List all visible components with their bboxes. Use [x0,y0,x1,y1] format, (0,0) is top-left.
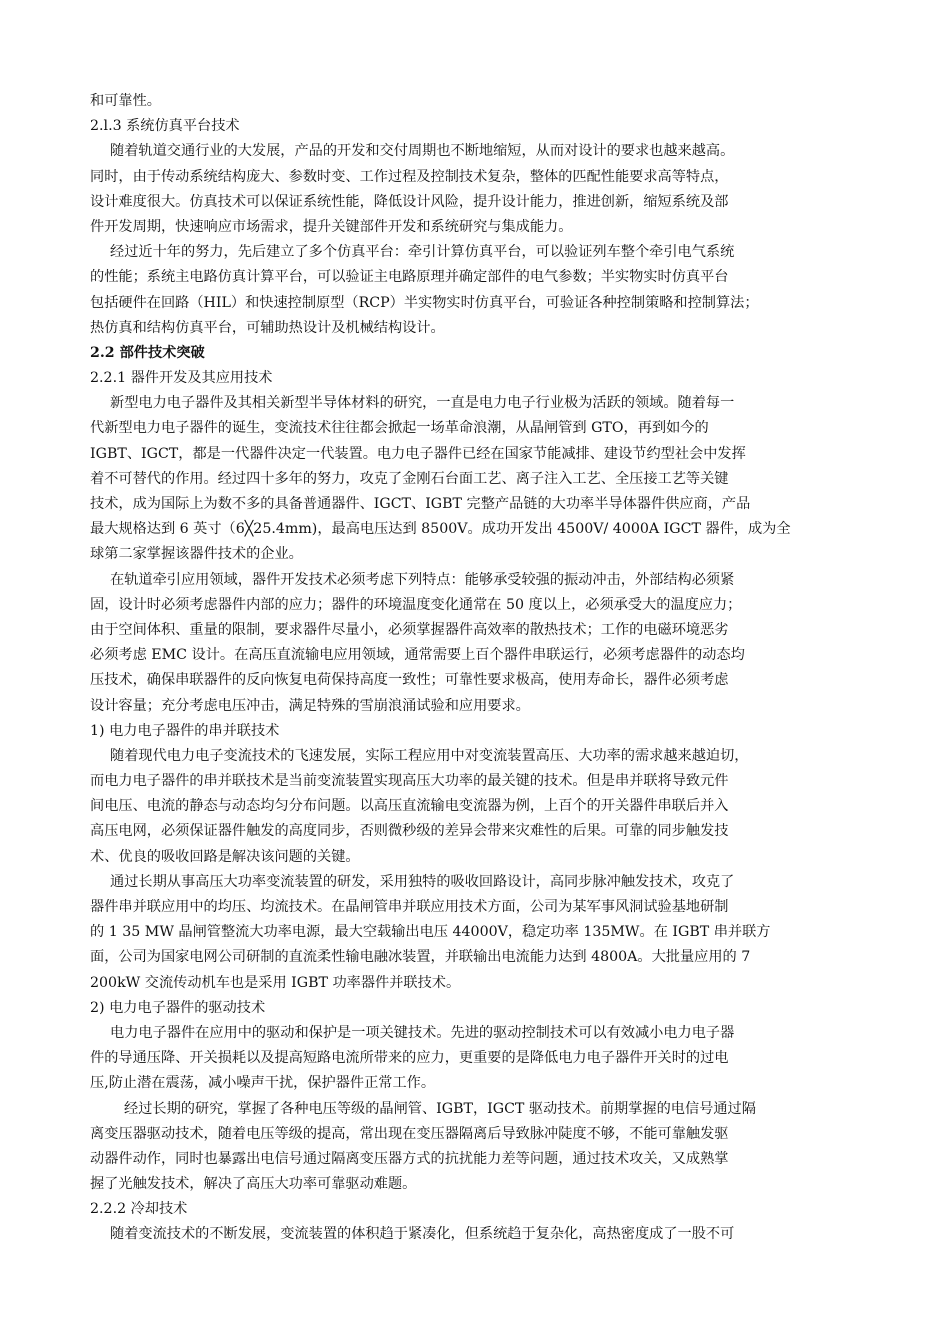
text-line: 固，设计时必须考虑器件内部的应力；器件的环境温度变化通常在 50 度以上，必须承受大的温度应力； [90,596,742,613]
text-line: 动器件动作，同时也暴露出电信号通过隔离变压器方式的抗扰能力差等问题，通过技术攻关，又成熟掌 [90,1150,729,1167]
text-line: 压,防止潜在震荡，减小噪声干扰，保护器件正常工作。 [90,1075,436,1092]
text-line: 器件串并联应用中的均压、均流技术。在晶闸管串并联应用技术方面，公司为某军事风洞试验基地研制 [90,899,729,915]
text-line: 设计容量；充分考虑电压冲击，满足特殊的雪崩浪涌试验和应用要求。 [90,697,530,714]
text-line: 2.2.2 冷却技术 [90,1201,188,1218]
text-line: 设计难度很大。仿真技术可以保证系统性能，降低设计风险，提升设计能力，推进创新，缩短系统及部 [90,193,729,210]
text-line: 随着轨道交通行业的大发展，产品的开发和交付周期也不断地缩短，从而对设计的要求也越来越高。 [110,143,735,160]
text-line: 最大规格达到 6 英寸（6╳25.4mm)，最高电压达到 8500V。成功开发出 4500V/ 4000A IGCT 器件，成为全 [90,521,791,538]
text-line: 随着现代电力电子变流技术的飞速发展，实际工程应用中对变流装置高压、大功率的需求越来越迫切， [110,747,749,764]
text-line: 新型电力电子器件及其相关新型半导体材料的研究，一直是电力电子行业极为活跃的领域。随着每一 [110,395,735,412]
document-page [90,89,865,1248]
text-line: 1) 电力电子器件的串并联技术 [90,722,280,739]
text-line: 包括硬件在回路（HIL）和快速控制原型（RCP）半实物实时仿真平台，可验证各种控制策略和控制算法； [90,294,759,311]
text-line: 在轨道牵引应用领域，器件开发技术必须考虑下列特点：能够承受较强的振动冲击，外部结构必须紧 [110,571,735,588]
text-line: 必须考虑 EMC 设计。在高压直流输电应用领域，通常需要上百个器件串联运行，必须考虑器件的动态均 [90,647,745,664]
text-line: 通过长期从事高压大功率变流装置的研发，采用独特的吸收回路设计，高同步脉冲触发技术，攻克了 [110,873,735,890]
text-line: 件开发周期，快速响应市场需求，提升关键部件开发和系统研究与集成能力。 [90,218,573,235]
text-line: 2.l.3 系统仿真平台技术 [90,118,240,135]
text-line: 代新型电力电子器件的诞生，变流技术往往都会掀起一场革命浪潮，从晶闸管到 GTO，再到如今的 [90,420,709,437]
text-line: 球第二家掌握该器件技术的企业。 [90,546,303,563]
text-line: 电力电子器件在应用中的驱动和保护是一项关键技术。先进的驱动控制技术可以有效减小电力电子器 [110,1024,735,1041]
text-line: 技术，成为国际上为数不多的具备普通器件、IGCT、IGBT 完整产品链的大功率半导体器件供应商，产品 [90,496,751,512]
text-line: 离变压器驱动技术，随着电压等级的提高，常出现在变压器隔离后导致脉冲陡度不够，不能可靠触发驱 [90,1125,729,1142]
text-line: 同时，由于传动系统结构庞大、参数时变、工作过程及控制技术复杂，整体的匹配性能要求高等特点， [90,168,729,185]
text-line: 的性能；系统主电路仿真计算平台，可以验证主电路原理并确定部件的电气参数；半实物实时仿真平台 [90,269,729,286]
text-line: 间电压、电流的静态与动态均匀分布问题。以高压直流输电变流器为例，上百个的开关器件串联后并入 [90,798,729,815]
text-line: 2) 电力电子器件的驱动技术 [90,999,266,1016]
text-line: 的 1 35 MW 晶闸管整流大功率电源，最大空载输出电压 44000V，稳定功率 135MW。在 IGBT 串并联方 [90,924,771,941]
text-line: 由于空间体积、重量的限制，要求器件尽量小，必须掌握器件高效率的散热技术；工作的电磁环境恶劣 [90,621,729,638]
text-line: 握了光触发技术，解决了高压大功率可靠驱动难题。 [90,1176,417,1193]
text-line: 热仿真和结构仿真平台，可辅助热设计及机械结构设计。 [90,319,445,336]
text-line: 高压电网，必须保证器件触发的高度同步，否则微秒级的差异会带来灾难性的后果。可靠的同步触发技 [90,823,729,840]
text-line: 随着变流技术的不断发展，变流装置的体积趋于紧凑化，但系统趋于复杂化，高热密度成了一股不可 [110,1226,735,1243]
text-line: 压技术，确保串联器件的反向恢复电荷保持高度一致性；可靠性要求极高，使用寿命长，器件必须考虑 [90,672,729,689]
text-line: IGBT、IGCT，都是一代器件决定一代装置。电力电子器件已经在国家节能减排、建设节约型社会中发挥 [90,445,746,462]
text-line: 着不可替代的作用。经过四十多年的努力，攻克了金刚石台面工艺、离子注入工艺、全压接工艺等关键 [90,470,729,487]
text-line: 件的导通压降、开关损耗以及提高短路电流所带来的应力，更重要的是降低电力电子器件开关时的过电 [90,1050,729,1067]
text-line: 术、优良的吸收回路是解决该问题的关键。 [90,848,360,865]
text-line: 2.2.1 器件开发及其应用技术 [90,370,273,387]
text-line: 经过长期的研究，掌握了各种电压等级的晶闸管、IGBT，IGCT 驱动技术。前期掌握的电信号通过隔 [124,1100,756,1117]
text-line: 而电力电子器件的串并联技术是当前变流装置实现高压大功率的最关键的技术。但是串并联将导致元件 [90,773,729,790]
text-line: 面，公司为国家电网公司研制的直流柔性输电融冰装置，并联输出电流能力达到 4800A。大批量应用的 7 [90,949,751,966]
text-line: 和可靠性。 [90,93,161,109]
text-line: 200kW 交流传动机车也是采用 IGBT 功率器件并联技术。 [90,974,461,991]
text-line: 经过近十年的努力，先后建立了多个仿真平台：牵引计算仿真平台，可以验证列车整个牵引电气系统 [110,244,735,261]
section-heading: 2.2 部件技术突破 [90,344,205,361]
